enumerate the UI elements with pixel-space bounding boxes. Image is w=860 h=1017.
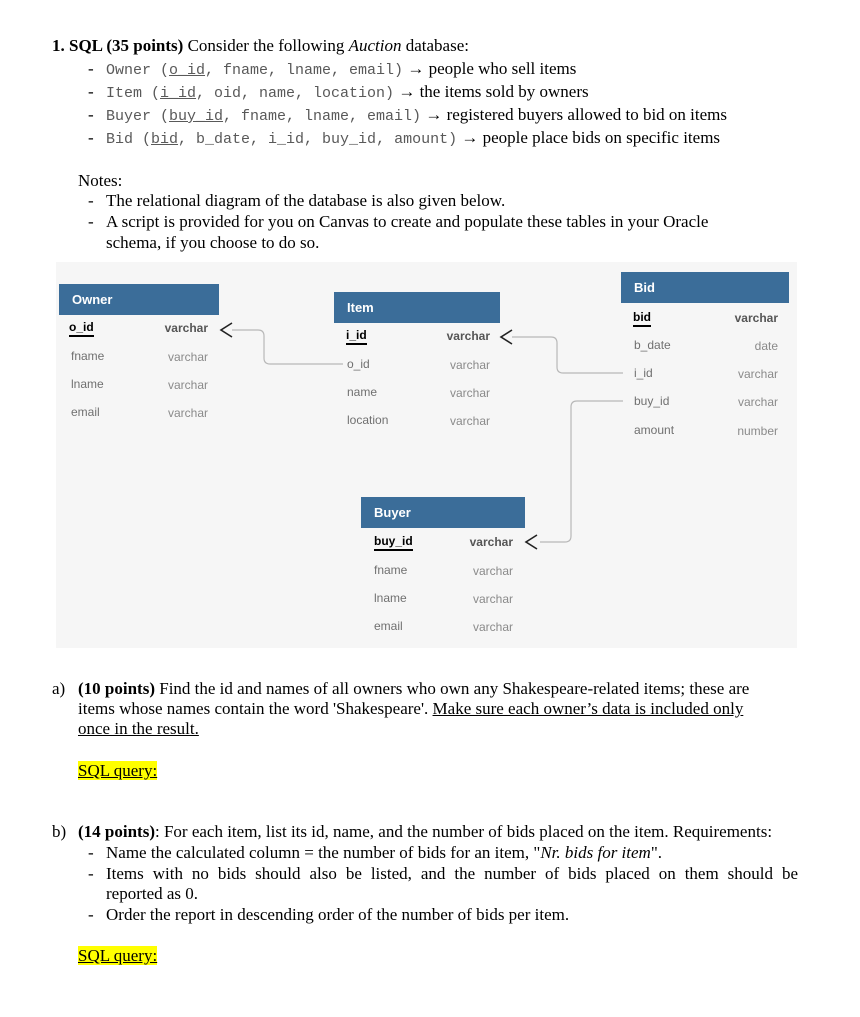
buyer-type-email: varchar bbox=[472, 620, 513, 634]
item-type-location: varchar bbox=[449, 414, 490, 428]
crow-arrow-icon bbox=[526, 535, 537, 549]
schema-code: Buyer ( bbox=[106, 108, 170, 125]
item-col-name: name bbox=[347, 385, 378, 399]
part-b-points: (14 points) bbox=[78, 822, 155, 841]
owner-col-lname: lname bbox=[71, 377, 104, 391]
part-a-points: (10 points) bbox=[78, 679, 155, 698]
crow-arrow-icon bbox=[221, 323, 232, 337]
schema-code: , fname, lname, email) bbox=[223, 108, 422, 125]
bid-type-bid: varchar bbox=[734, 311, 778, 325]
part-b-label: b) bbox=[52, 822, 67, 841]
req-bullet: - bbox=[88, 864, 94, 883]
schema-line bbox=[106, 128, 720, 150]
schema-code: , oid, name, location) bbox=[196, 85, 395, 102]
line-item-bid bbox=[512, 337, 623, 373]
bid-col-i-id: i_id bbox=[634, 366, 653, 380]
schema-bullet: - bbox=[88, 82, 94, 101]
line-buyer-bid bbox=[540, 401, 623, 542]
schema-bullet: - bbox=[88, 105, 94, 124]
part-b-req-2-cont: reported as 0. bbox=[106, 884, 199, 903]
note-1: The relational diagram of the database is also given below. bbox=[106, 191, 506, 210]
schema-code: Item ( bbox=[106, 85, 161, 102]
arrow-icon: → bbox=[403, 59, 429, 78]
bid-col-bid: bid bbox=[633, 310, 651, 327]
schema-code: Owner ( bbox=[106, 62, 170, 79]
item-col-o-id: o_id bbox=[347, 357, 370, 371]
part-b-req-1 bbox=[106, 843, 662, 863]
part-b-line-1 bbox=[78, 822, 772, 842]
schema-line bbox=[106, 82, 589, 104]
schema-code: Bid ( bbox=[106, 131, 152, 148]
part-a-sql-label-text: SQL query: bbox=[78, 761, 158, 780]
part-a-text-1: Find the id and names of all owners who own any Shakespeare-related items; these are bbox=[154, 679, 750, 698]
table-owner bbox=[59, 284, 219, 315]
heading-bold: 1. SQL (35 points) bbox=[52, 36, 184, 55]
question-heading bbox=[52, 36, 469, 56]
crow-arrow-icon bbox=[501, 330, 512, 344]
owner-type-lname: varchar bbox=[167, 378, 208, 392]
schema-description: registered buyers allowed to bid on items bbox=[446, 105, 728, 124]
table-item-header: Item bbox=[334, 292, 500, 323]
bid-col-amount: amount bbox=[634, 423, 675, 437]
part-a-requirement: Make sure each owner’s data is included only bbox=[432, 699, 744, 718]
part-b-text-1: : For each item, list its id, name, and the number of bids placed on the item. Requirements: bbox=[154, 822, 773, 841]
schema-primary-key: buy_id bbox=[169, 108, 224, 125]
table-buyer-header: Buyer bbox=[361, 497, 525, 528]
schema-description: people who sell items bbox=[428, 59, 577, 78]
note-3: schema, if you choose to do so. bbox=[106, 233, 320, 252]
part-b-sql-label-text: SQL query: bbox=[78, 946, 158, 965]
buyer-col-lname: lname bbox=[374, 591, 407, 605]
req-bullet: - bbox=[88, 843, 94, 862]
bid-col-buy-id: buy_id bbox=[634, 394, 670, 408]
buyer-col-email: email bbox=[374, 619, 403, 633]
req-1-post: ". bbox=[650, 843, 663, 862]
part-b-req-2: Items with no bids should also be listed, and the number of bids placed on them should be bbox=[106, 864, 798, 883]
part-a-line-3 bbox=[78, 719, 199, 739]
bid-type-i-id: varchar bbox=[737, 367, 778, 381]
arrow-icon: → bbox=[457, 128, 483, 147]
owner-type-o-id: varchar bbox=[164, 321, 208, 335]
req-bullet: - bbox=[88, 905, 94, 924]
bid-col-b-date: b_date bbox=[634, 338, 671, 352]
schema-primary-key: o_id bbox=[169, 62, 206, 79]
buyer-type-fname: varchar bbox=[472, 564, 513, 578]
part-a-line-1 bbox=[78, 679, 749, 699]
table-buyer bbox=[361, 497, 525, 528]
schema-description: people place bids on specific items bbox=[482, 128, 721, 147]
table-item bbox=[334, 292, 500, 323]
table-bid bbox=[621, 272, 789, 303]
schema-primary-key: bid bbox=[151, 131, 179, 148]
schema-code: , b_date, i_id, buy_id, amount) bbox=[178, 131, 458, 148]
buyer-type-buy-id: varchar bbox=[469, 535, 513, 549]
note-bullet: - bbox=[88, 212, 94, 231]
schema-primary-key: i_id bbox=[160, 85, 197, 102]
heading-tail: database: bbox=[401, 36, 469, 55]
table-bid-header: Bid bbox=[621, 272, 789, 303]
part-a-text-2: items whose names contain the word 'Shakespeare'. bbox=[78, 699, 433, 718]
schema-line bbox=[106, 59, 576, 81]
bid-type-buy-id: varchar bbox=[737, 395, 778, 409]
heading-text: Consider the following bbox=[183, 36, 349, 55]
relational-diagram bbox=[56, 262, 797, 648]
schema-description: the items sold by owners bbox=[419, 82, 589, 101]
bid-type-b-date: date bbox=[754, 339, 778, 353]
part-a-requirement-cont: once in the result. bbox=[78, 719, 199, 738]
item-type-o-id: varchar bbox=[449, 358, 490, 372]
item-col-location: location bbox=[347, 413, 389, 427]
owner-type-email: varchar bbox=[167, 406, 208, 420]
req-1-italic: Nr. bids for item bbox=[540, 843, 651, 862]
table-owner-header: Owner bbox=[59, 284, 219, 315]
part-a-line-2 bbox=[78, 699, 743, 719]
arrow-icon: → bbox=[421, 105, 447, 124]
schema-bullet: - bbox=[88, 128, 94, 147]
arrow-icon: → bbox=[394, 82, 420, 101]
line-owner-item bbox=[232, 330, 343, 364]
schema-code: , fname, lname, email) bbox=[205, 62, 404, 79]
part-a-sql-label bbox=[78, 761, 157, 781]
part-b-sql-label bbox=[78, 946, 157, 966]
owner-col-o-id: o_id bbox=[69, 320, 94, 337]
notes-label: Notes: bbox=[78, 171, 123, 190]
owner-col-fname: fname bbox=[71, 349, 105, 363]
req-1-pre: Name the calculated column = the number of bids for an item, " bbox=[106, 843, 541, 862]
heading-italic: Auction bbox=[348, 36, 402, 55]
schema-bullet: - bbox=[88, 59, 94, 78]
note-bullet: - bbox=[88, 191, 94, 210]
item-col-i-id: i_id bbox=[346, 328, 367, 345]
item-type-name: varchar bbox=[449, 386, 490, 400]
part-a-label: a) bbox=[52, 679, 66, 698]
buyer-col-buy-id: buy_id bbox=[374, 534, 413, 551]
bid-type-amount: number bbox=[737, 424, 778, 438]
buyer-col-fname: fname bbox=[374, 563, 408, 577]
part-b-req-3: Order the report in descending order of the number of bids per item. bbox=[106, 905, 570, 924]
owner-type-fname: varchar bbox=[167, 350, 208, 364]
buyer-type-lname: varchar bbox=[472, 592, 513, 606]
schema-line bbox=[106, 105, 727, 127]
owner-col-email: email bbox=[71, 405, 100, 419]
item-type-i-id: varchar bbox=[446, 329, 490, 343]
note-2: A script is provided for you on Canvas to create and populate these tables in your Oracle bbox=[106, 212, 709, 231]
